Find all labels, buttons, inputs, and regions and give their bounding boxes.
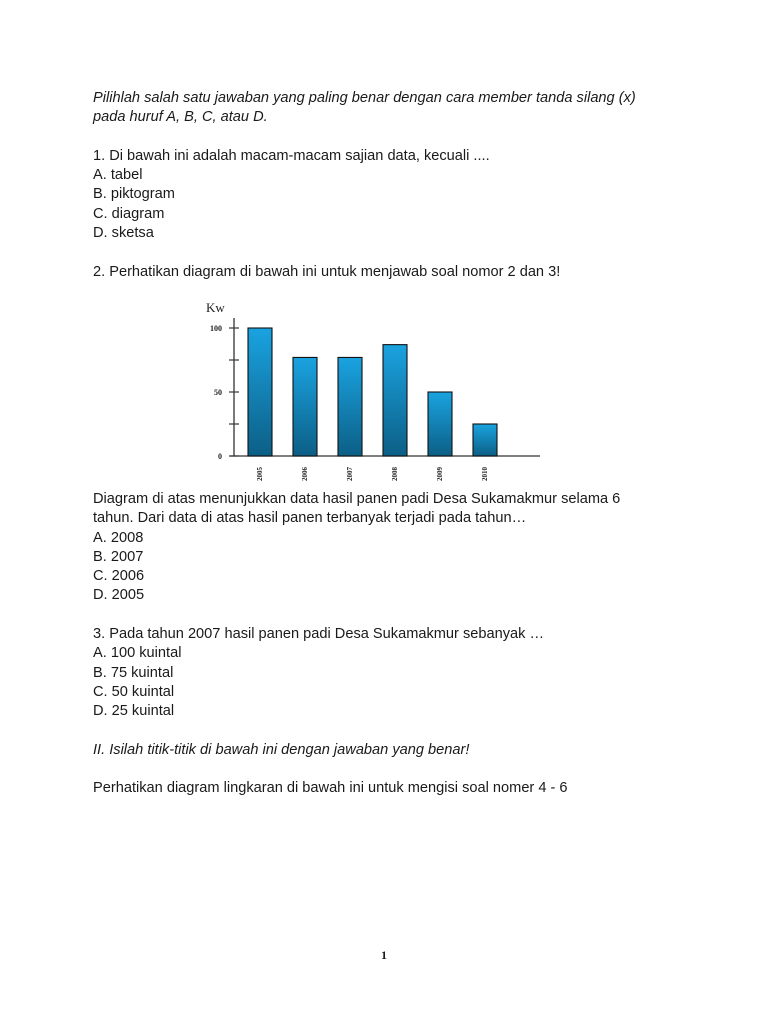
x-tick-label: 2010 [481, 466, 489, 481]
question-3: 3. Pada tahun 2007 hasil panen padi Desa Sukamakmur sebanyak … [93, 626, 545, 643]
page-number: 1 [381, 948, 387, 962]
q2-option-b: B. 2007 [93, 548, 144, 565]
q2-option-a: A. 2008 [93, 529, 144, 546]
section-2-intro: Perhatikan diagram lingkaran di bawah ini untuk mengisi soal nomer 4 - 6 [93, 780, 568, 797]
question-2-text-2: tahun. Dari data di atas hasil panen terbanyak terjadi pada tahun… [93, 510, 527, 527]
x-tick-label: 2007 [346, 466, 354, 481]
q1-option-a: A. tabel [93, 167, 143, 184]
instruction-line-1: Pilihlah salah satu jawaban yang paling benar dengan cara member tanda silang (x) [93, 90, 636, 106]
q1-option-c: C. diagram [93, 205, 165, 222]
q1-option-b: B. piktogram [93, 186, 175, 203]
harvest-bar-chart [93, 290, 693, 490]
x-tick-label: 2008 [391, 466, 399, 481]
x-tick-label: 2005 [256, 466, 264, 481]
q1-option-d: D. sketsa [93, 225, 154, 242]
bar-2009 [428, 392, 452, 456]
bar-2008 [383, 345, 407, 456]
question-1: 1. Di bawah ini adalah macam-macam sajian data, kecuali .... [93, 147, 490, 164]
q3-option-c: C. 50 kuintal [93, 683, 175, 700]
x-tick-label: 2009 [436, 466, 444, 481]
y-axis-label: Kw [206, 299, 225, 315]
question-2-text-1: Diagram di atas menunjukkan data hasil panen padi Desa Sukamakmur selama 6 [93, 490, 621, 507]
bar-2005 [248, 328, 272, 456]
q3-option-d: D. 25 kuintal [93, 703, 175, 720]
bar-chart-svg [194, 290, 544, 490]
instruction-line-2: pada huruf A, B, C, atau D. [93, 109, 268, 126]
q2-option-d: D. 2005 [93, 587, 145, 604]
q3-option-a: A. 100 kuintal [93, 645, 182, 662]
y-tick-label: 100 [210, 323, 222, 333]
question-2-intro: 2. Perhatikan diagram di bawah ini untuk menjawab soal nomor 2 dan 3! [93, 263, 561, 280]
q2-option-c: C. 2006 [93, 568, 145, 585]
bar-2010 [473, 424, 497, 456]
bar-2006 [293, 357, 317, 456]
y-tick-label: 50 [214, 387, 222, 397]
y-tick-label: 0 [218, 451, 222, 461]
worksheet-page [93, 89, 693, 799]
q3-option-b: B. 75 kuintal [93, 664, 174, 681]
bar-2007 [338, 357, 362, 456]
section-2-title: II. Isilah titik-titik di bawah ini dengan jawaban yang benar! [93, 741, 470, 758]
x-tick-label: 2006 [301, 466, 309, 481]
